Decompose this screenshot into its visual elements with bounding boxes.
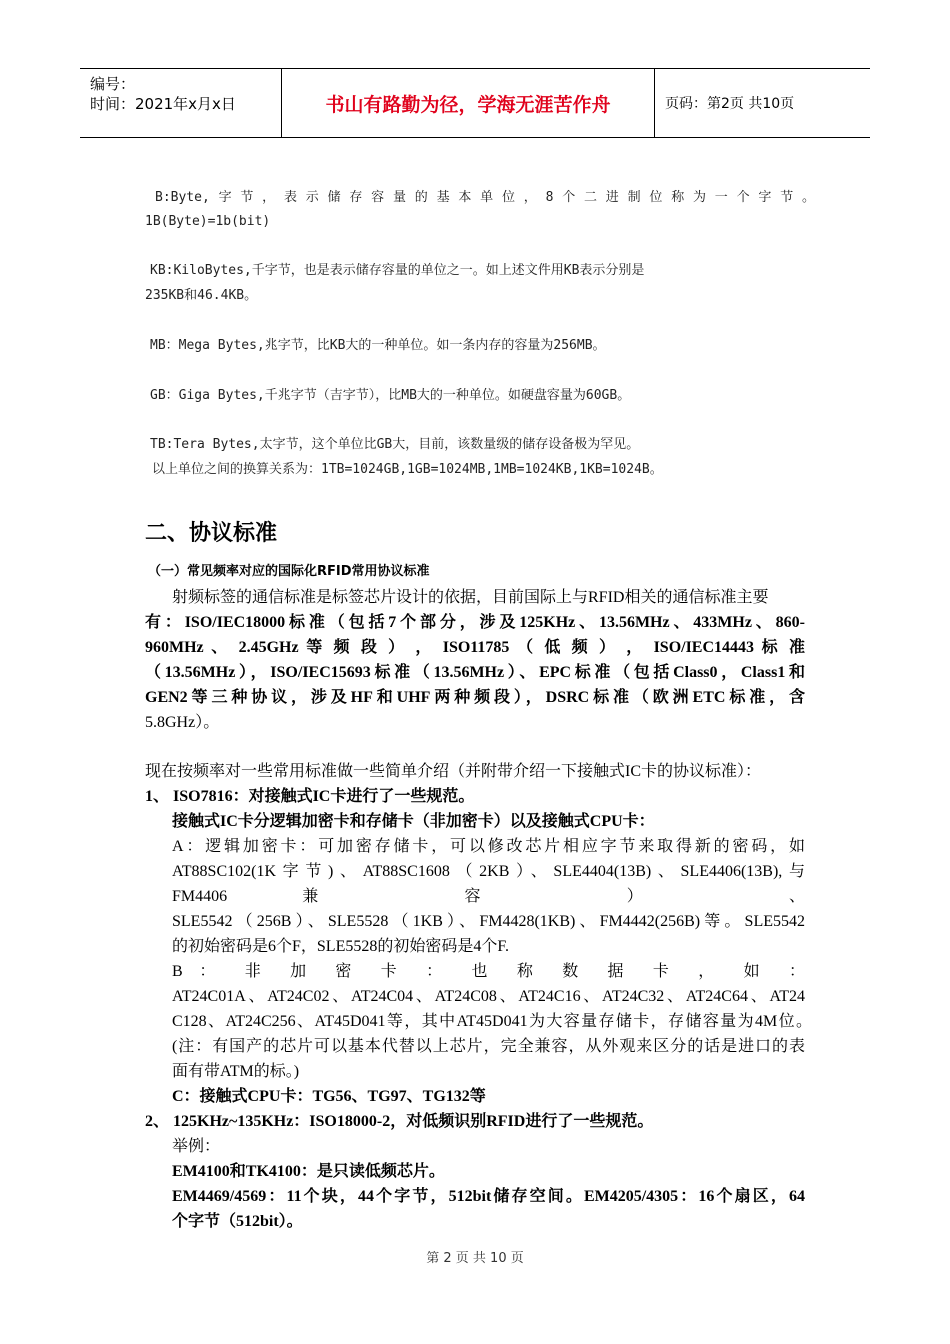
list-item-2: 2、 125KHz~135KHz：ISO18000-2，对低频识别RFID进行了一些规范。 [145,1113,654,1130]
list-line: 举例： [172,1138,221,1155]
list-line: EM4469/4569：11个块，44个字节，512bit储存空间。EM4205/4305：16个扇区，64 [172,1188,805,1205]
list-line: C128、AT24C256、AT45D041等，其中AT45D041为大容量存储卡，存储容量为4M位。 [172,1013,812,1030]
intro-line-2: 有：ISO/IEC18000标准（包括7个部分，涉及125KHz、13.56MHz、433MHz、860- [145,614,805,631]
unit-gb-line: GB：Giga Bytes,千兆字节（吉字节），比MB大的一种单位。如硬盘容量为60GB。 [150,388,631,403]
number-label: 编号： [90,75,136,93]
intro-line-6: 5.8GHz）。 [145,714,220,731]
list-line: AT24C01A、AT24C02、AT24C04、AT24C08、AT24C16、AT24C32、AT24C64、AT24 [172,988,805,1005]
list-line: C：接触式CPU卡：TG56、TG97、TG132等 [172,1088,486,1105]
list-line: FM4406 兼 容 ） 、 [172,888,805,905]
page-header [80,68,870,138]
time-label: 时间：2021年x月x日 [90,95,236,113]
lead-text: 现在按频率对一些常用标准做一些简单介绍（并附带介绍一下接触式IC卡的协议标准）： [145,763,762,780]
page-footer: 第 2 页 共 10 页 [426,1251,524,1266]
intro-line-5: GEN2等三种协议，涉及HF和UHF两种频段），DSRC标准（欧洲ETC标准，含 [145,689,805,706]
list-line: (注：有国产的芯片可以基本代替以上芯片，完全兼容，从外观来区分的话是进口的表 [172,1038,805,1055]
list-line: 的初始密码是6个F，SLE5528的初始密码是4个F. [172,938,509,955]
unit-kb-line1: KB:KiloBytes,千字节，也是表示储存容量的单位之一。如上述文件用KB表示分别是 [150,263,645,278]
unit-conversion-line: 以上单位之间的换算关系为：1TB=1024GB,1GB=1024MB,1MB=1024KB,1KB=1024B。 [152,462,663,477]
motto: 书山有路勤为径，学海无涯苦作舟 [282,69,655,137]
list-line: 个字节（512bit）。 [172,1213,303,1230]
intro-line-1: 射频标签的通信标准是标签芯片设计的依据，目前国际上与RFID相关的通信标准主要 [172,589,769,606]
subsection-title: （一）常见频率对应的国际化RFID常用协议标准 [148,564,430,579]
list-line: AT88SC102(1K字节)、AT88SC1608（2KB）、SLE4404(13B)、SLE4406(13B),与 [172,863,805,880]
list-line: EM4100和TK4100：是只读低频芯片。 [172,1163,445,1180]
unit-mb-line: MB：Mega Bytes,兆字节，比KB大的一种单位。如一条内存的容量为256MB。 [150,338,606,353]
unit-b-line2: 1B(Byte)=1b(bit) [145,214,271,229]
list-line: B ： 非 加 密 卡 ： 也 称 数 据 卡 ， 如 ： [172,963,805,980]
unit-kb-line2: 235KB和46.4KB。 [145,288,258,303]
section-title: 二、协议标准 [145,521,278,546]
unit-tb-line1: TB:Tera Bytes,太字节，这个单位比GB大，目前，该数量级的储存设备极为罕见。 [150,437,640,452]
intro-line-3: 960MHz 、 2.45GHz 等 频 段 ） ， ISO11785 （ 低 频 ） ， ISO/IEC14443 标 准 [145,639,805,656]
list-line: 接触式IC卡分逻辑加密卡和存储卡（非加密卡）以及接触式CPU卡： [172,813,655,830]
list-line: A：逻辑加密卡：可加密存储卡，可以修改芯片相应字节来取得新的密码，如 [172,838,805,855]
intro-line-4: （13.56MHz），ISO/IEC15693标准（13.56MHz）、EPC标准（包括Class0，Class1和 [145,664,805,681]
page-info: 页码：第2页 共10页 [665,96,795,112]
list-line: 面有带ATM的标。) [172,1063,300,1080]
list-item-1: 1、 ISO7816：对接触式IC卡进行了一些规范。 [145,788,475,805]
header-meta-cell [80,69,282,137]
list-line: SLE5542（256B）、SLE5528（1KB）、FM4428(1KB)、FM4442(256B)等。SLE5542 [172,913,805,930]
unit-b-line1: B:Byte,字节，表示储存容量的基本单位，8个二进制位称为一个字节。 [155,190,815,205]
